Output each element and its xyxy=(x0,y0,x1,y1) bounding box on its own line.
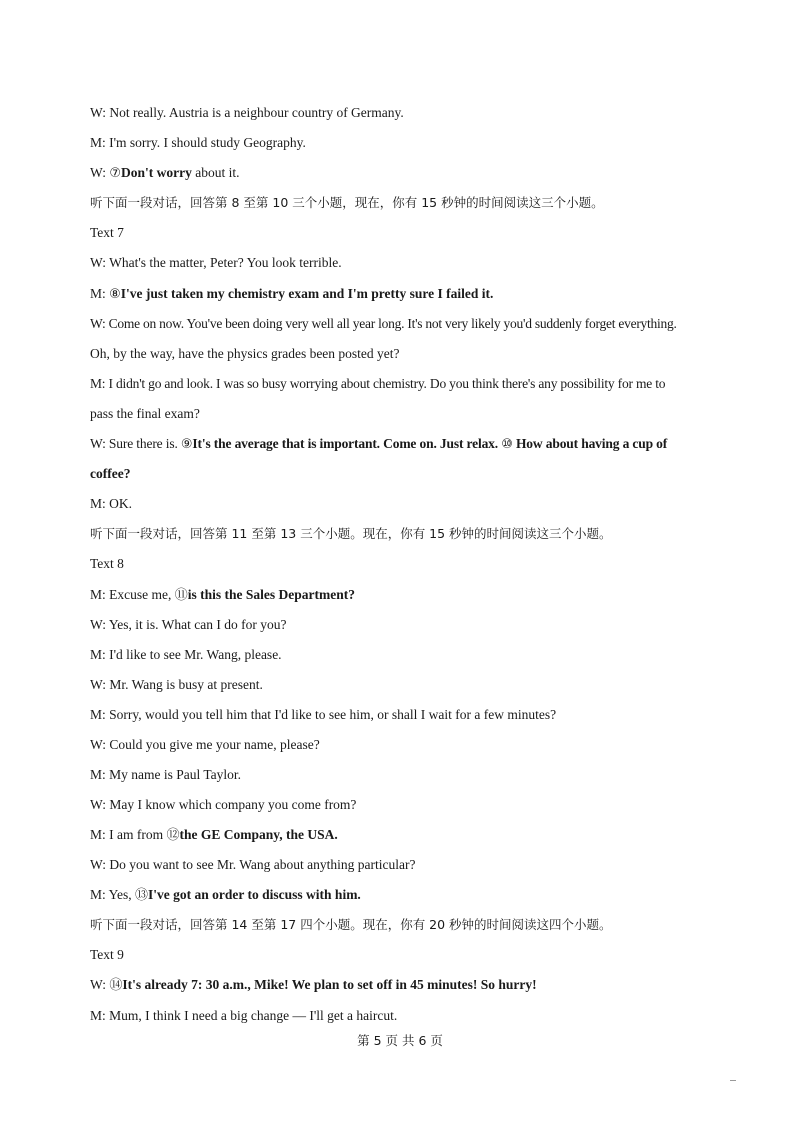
dialogue-line: M: Mum, I think I need a big change — I'll get a haircut. xyxy=(90,1008,398,1023)
bold-text: is this the Sales Department? xyxy=(187,587,355,602)
item-number: ⑫ xyxy=(166,828,180,843)
dialogue-line: W: May I know which company you come from? xyxy=(90,797,357,812)
section-heading: Text 9 xyxy=(90,947,124,962)
bold-text: I've just taken my chemistry exam and I'm pretty sure I failed it. xyxy=(120,286,494,301)
instruction-line: 听下面一段对话，回答第 8 至第 10 三个小题，现在，你有 15 秒钟的时间阅读这三个小题。 xyxy=(90,195,604,210)
item-number: ⑬ xyxy=(135,888,149,903)
bold-text: It's the average that is important. Come on. Just relax. xyxy=(192,436,502,451)
speaker-prefix: M: Yes, xyxy=(90,887,136,902)
dialogue-line xyxy=(90,435,730,454)
dialogue-line: Oh, by the way, have the physics grades been posted yet? xyxy=(90,346,400,361)
dialogue-line: M: Sorry, would you tell him that I'd like to see him, or shall I wait for a few minutes? xyxy=(90,707,557,722)
dialogue-line xyxy=(90,586,730,605)
item-number: ⑭ xyxy=(109,978,123,993)
item-number: ⑨ xyxy=(180,437,193,452)
item-number: ⑧ xyxy=(109,287,121,302)
dialogue-line xyxy=(90,886,730,905)
dialogue-line: W: Mr. Wang is busy at present. xyxy=(90,677,263,692)
item-number: ⑦ xyxy=(109,166,122,181)
dialogue-line xyxy=(90,164,730,183)
dialogue-line: W: Could you give me your name, please? xyxy=(90,737,320,752)
dialogue-line: M: I didn't go and look. I was so busy worrying about chemistry. Do you think there's any possibility for me to xyxy=(90,376,666,391)
bold-text: Don't worry xyxy=(121,165,192,180)
speaker-prefix: W: xyxy=(90,165,110,180)
speaker-prefix: M: xyxy=(90,286,110,301)
bold-text: I've got an order to discuss with him. xyxy=(148,887,361,902)
item-number: ⑩ xyxy=(501,437,513,452)
dialogue-line: M: I'd like to see Mr. Wang, please. xyxy=(90,647,282,662)
dialogue-line: pass the final exam? xyxy=(90,406,200,421)
dialogue-line: coffee? xyxy=(90,466,131,481)
bold-text: the GE Company, the USA. xyxy=(179,827,338,842)
plain-text: about it. xyxy=(191,165,240,180)
speaker-prefix: M: Excuse me, xyxy=(90,587,175,602)
bold-text: It's already 7: 30 a.m., Mike! We plan to set off in 45 minutes! So hurry! xyxy=(122,977,537,992)
bold-text: How about having a cup of xyxy=(512,436,668,451)
speaker-prefix: M: I am from xyxy=(90,827,167,842)
dialogue-line: W: Yes, it is. What can I do for you? xyxy=(90,617,287,632)
page-footer: 第 5 页 共 6 页 xyxy=(357,1033,443,1048)
dialogue-line: M: OK. xyxy=(90,496,133,511)
dialogue-line: M: I'm sorry. I should study Geography. xyxy=(90,135,306,150)
dialogue-line: M: My name is Paul Taylor. xyxy=(90,767,242,782)
instruction-line: 听下面一段对话，回答第 14 至第 17 四个小题。现在，你有 20 秒钟的时间阅读这四个小题。 xyxy=(90,917,612,932)
dialogue-line: W: Not really. Austria is a neighbour country of Germany. xyxy=(90,105,404,120)
dialogue-line: W: What's the matter, Peter? You look terrible. xyxy=(90,255,342,270)
speaker-prefix: W: xyxy=(90,977,110,992)
item-number: ⑪ xyxy=(174,588,188,603)
section-heading: Text 7 xyxy=(90,225,124,240)
instruction-line: 听下面一段对话，回答第 11 至第 13 三个小题。现在，你有 15 秒钟的时间阅读这三个小题。 xyxy=(90,526,612,541)
dialogue-line: W: Come on now. You've been doing very well all year long. It's not very likely you'd suddenly forget everything. xyxy=(90,316,677,331)
speaker-prefix: W: Sure there is. xyxy=(90,436,181,451)
section-heading: Text 8 xyxy=(90,556,124,571)
dialogue-line: W: Do you want to see Mr. Wang about anything particular? xyxy=(90,857,416,872)
dialogue-line xyxy=(90,826,730,845)
dialogue-line xyxy=(90,976,730,995)
scan-mark xyxy=(730,1080,736,1081)
dialogue-line xyxy=(90,285,730,304)
